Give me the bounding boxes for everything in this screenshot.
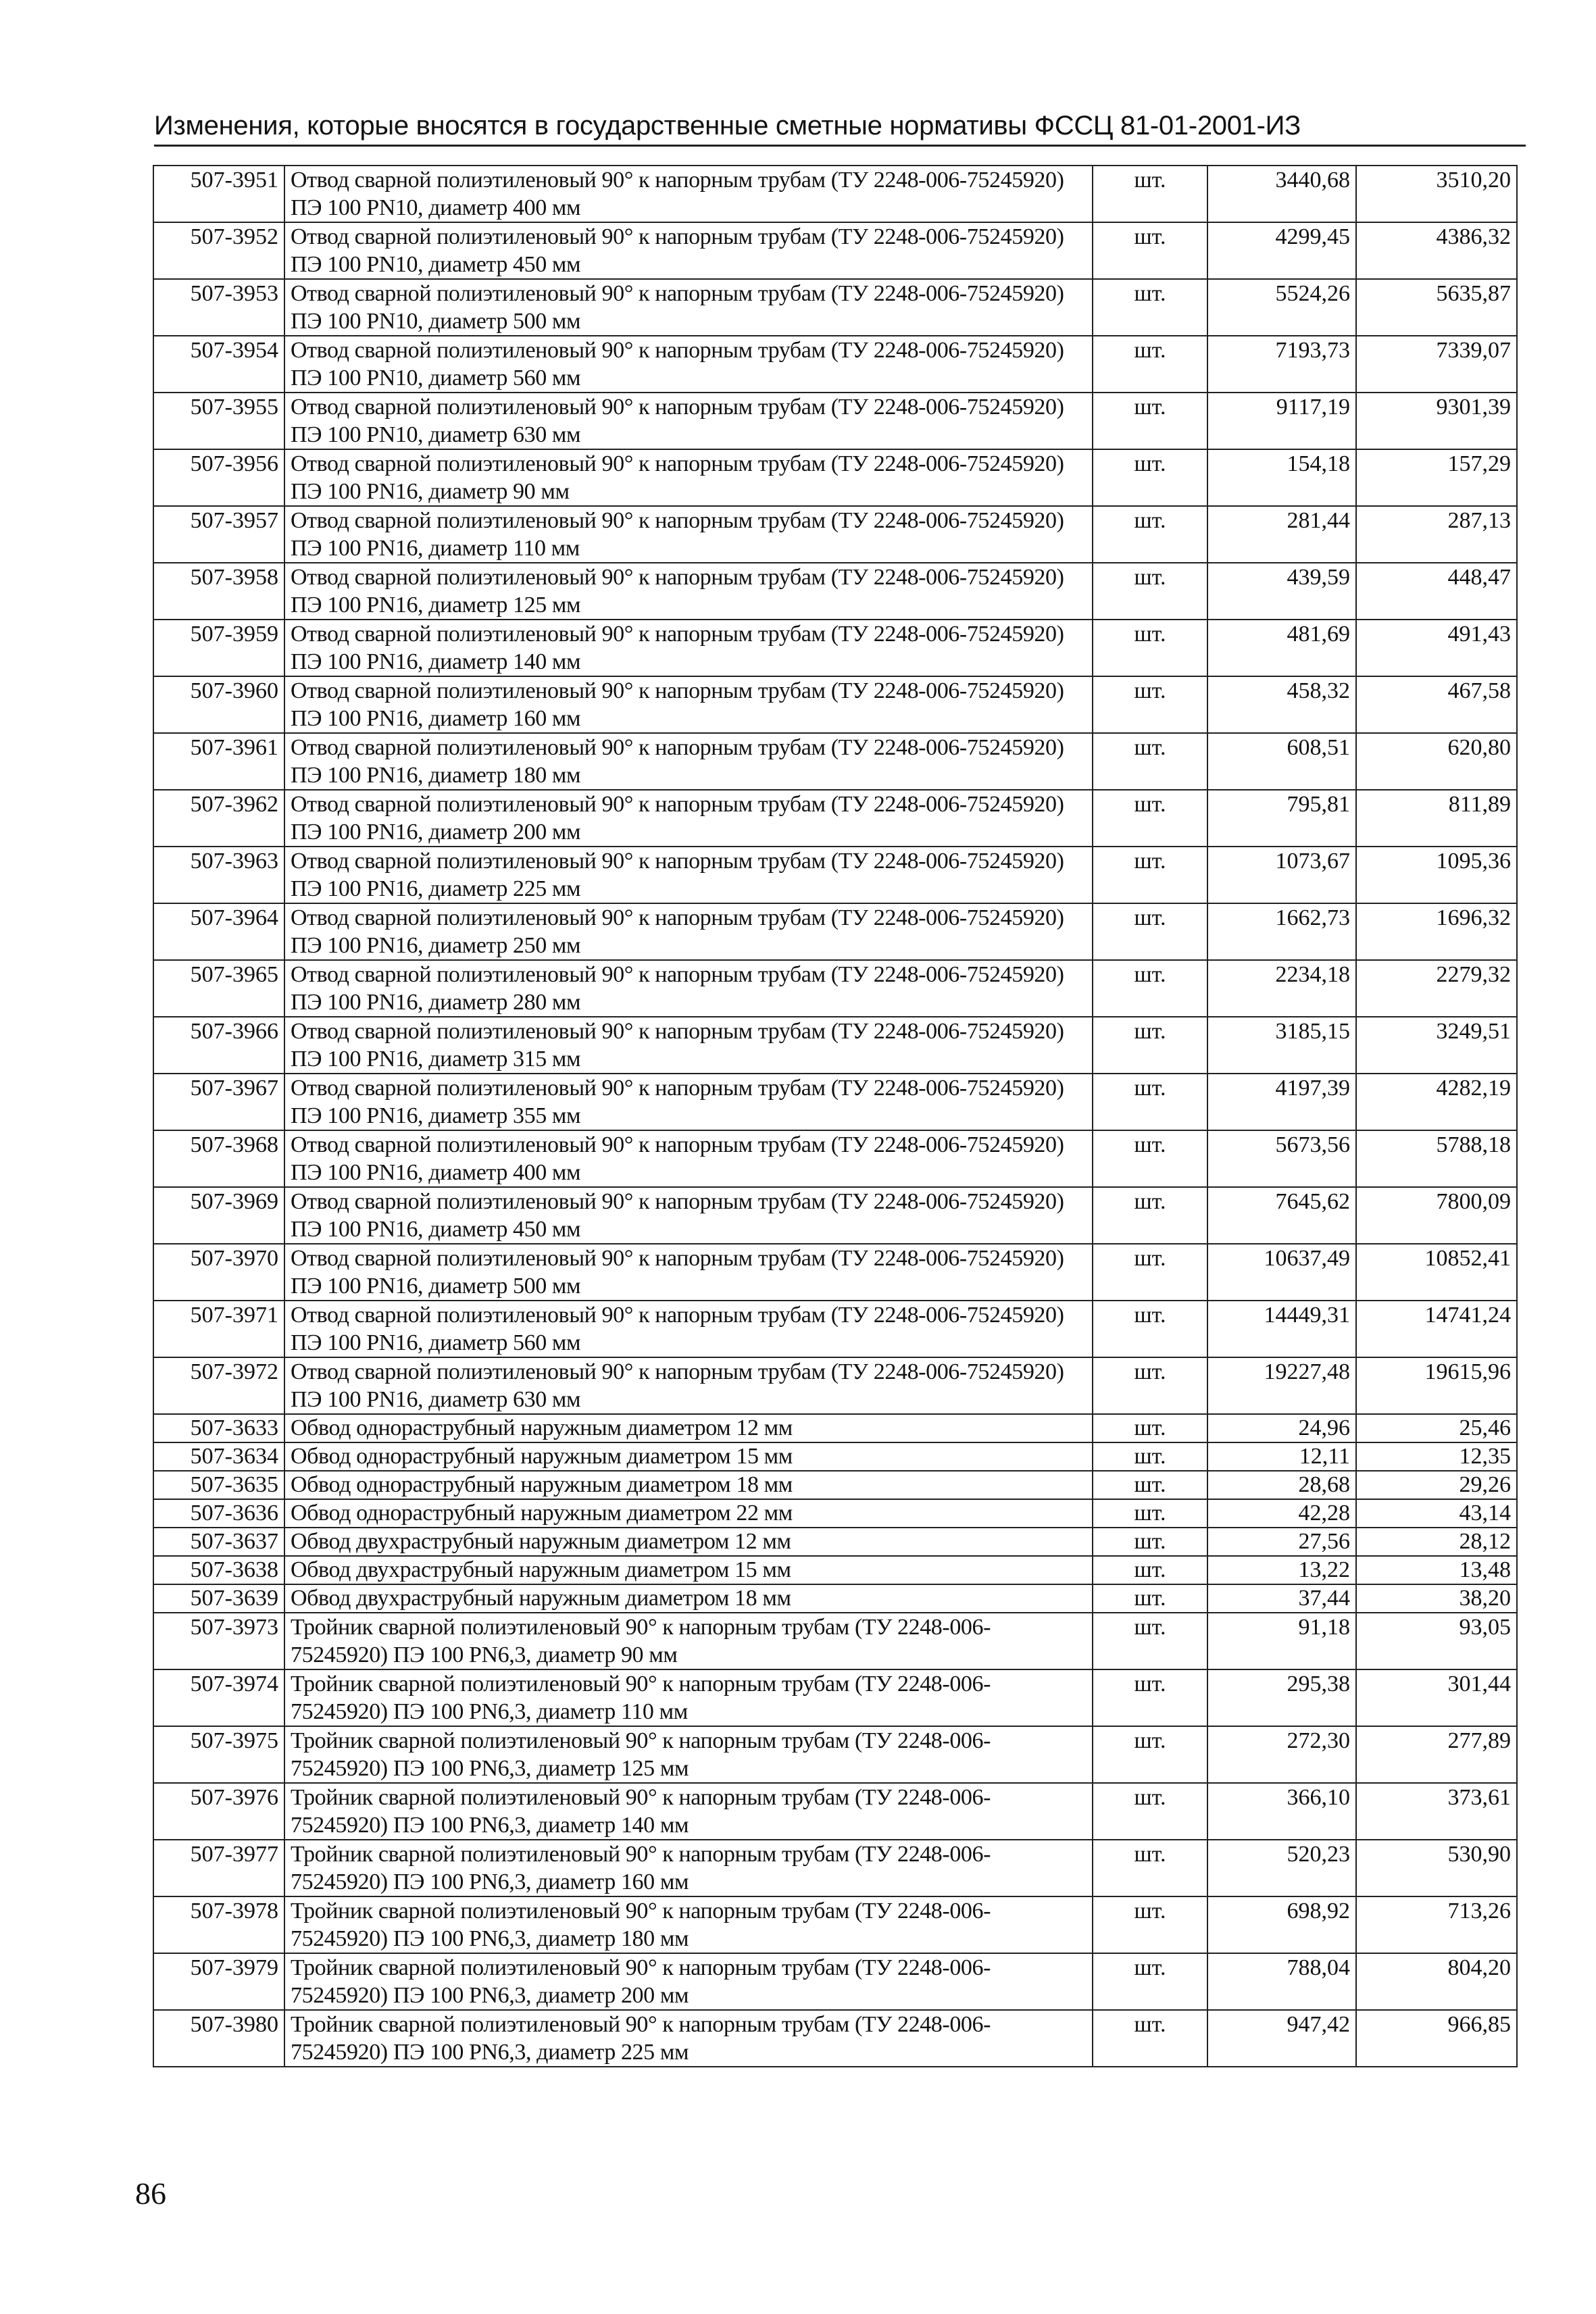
item-name-cell: Отвод сварной полиэтиленовый 90° к напорным трубам (ТУ 2248-006-75245920) ПЭ 100 PN16, диаметр 110 мм [284,506,1093,563]
price-new-cell: 1696,32 [1356,903,1517,960]
price-new-cell: 25,46 [1356,1414,1517,1442]
item-code-cell: 507-3634 [153,1442,284,1471]
unit-cell: шт. [1093,1613,1207,1669]
unit-cell: шт. [1093,393,1207,449]
price-new-cell: 373,61 [1356,1783,1517,1840]
unit-cell: шт. [1093,2010,1207,2067]
price-old-cell: 608,51 [1207,733,1356,790]
item-code-cell: 507-3975 [153,1726,284,1783]
unit-cell: шт. [1093,1471,1207,1499]
item-code-cell: 507-3966 [153,1017,284,1074]
item-name-cell: Отвод сварной полиэтиленовый 90° к напорным трубам (ТУ 2248-006-75245920) ПЭ 100 PN16, диаметр 140 мм [284,620,1093,676]
price-old-cell: 481,69 [1207,620,1356,676]
table-row [153,449,1517,506]
price-old-cell: 788,04 [1207,1953,1356,2010]
item-name-cell: Тройник сварной полиэтиленовый 90° к напорным трубам (ТУ 2248-006-75245920) ПЭ 100 PN6,3, диаметр 140 мм [284,1783,1093,1840]
item-name-cell: Обвод двухраструбный наружным диаметром 18 мм [284,1584,1093,1613]
price-old-cell: 13,22 [1207,1556,1356,1584]
item-code-cell: 507-3973 [153,1613,284,1669]
item-code-cell: 507-3639 [153,1584,284,1613]
price-old-cell: 439,59 [1207,563,1356,620]
item-name-cell: Обвод однораструбный наружным диаметром 22 мм [284,1499,1093,1528]
price-old-cell: 9117,19 [1207,393,1356,449]
table-row [153,1442,1517,1471]
table-row [153,960,1517,1017]
price-old-cell: 28,68 [1207,1471,1356,1499]
table-row [153,1414,1517,1442]
unit-cell: шт. [1093,1074,1207,1130]
item-name-cell: Отвод сварной полиэтиленовый 90° к напорным трубам (ТУ 2248-006-75245920) ПЭ 100 PN16, диаметр 315 мм [284,1017,1093,1074]
price-new-cell: 3510,20 [1356,166,1517,222]
table-row [153,506,1517,563]
table-row [153,1499,1517,1528]
unit-cell: шт. [1093,1357,1207,1414]
table-row [153,1669,1517,1726]
unit-cell: шт. [1093,1130,1207,1187]
price-old-cell: 42,28 [1207,1499,1356,1528]
item-code-cell: 507-3963 [153,847,284,903]
unit-cell: шт. [1093,847,1207,903]
price-old-cell: 27,56 [1207,1528,1356,1556]
price-old-cell: 520,23 [1207,1840,1356,1896]
item-code-cell: 507-3956 [153,449,284,506]
price-new-cell: 157,29 [1356,449,1517,506]
price-old-cell: 91,18 [1207,1613,1356,1669]
unit-cell: шт. [1093,1017,1207,1074]
price-old-cell: 24,96 [1207,1414,1356,1442]
item-name-cell: Отвод сварной полиэтиленовый 90° к напорным трубам (ТУ 2248-006-75245920) ПЭ 100 PN16, диаметр 500 мм [284,1244,1093,1301]
item-code-cell: 507-3972 [153,1357,284,1414]
price-new-cell: 301,44 [1356,1669,1517,1726]
price-old-cell: 295,38 [1207,1669,1356,1726]
item-name-cell: Отвод сварной полиэтиленовый 90° к напорным трубам (ТУ 2248-006-75245920) ПЭ 100 PN16, диаметр 160 мм [284,676,1093,733]
item-name-cell: Тройник сварной полиэтиленовый 90° к напорным трубам (ТУ 2248-006-75245920) ПЭ 100 PN6,3, диаметр 160 мм [284,1840,1093,1896]
price-new-cell: 5788,18 [1356,1130,1517,1187]
price-new-cell: 9301,39 [1356,393,1517,449]
price-old-cell: 4197,39 [1207,1074,1356,1130]
item-name-cell: Отвод сварной полиэтиленовый 90° к напорным трубам (ТУ 2248-006-75245920) ПЭ 100 PN10, диаметр 630 мм [284,393,1093,449]
item-code-cell: 507-3967 [153,1074,284,1130]
unit-cell: шт. [1093,1556,1207,1584]
price-old-cell: 795,81 [1207,790,1356,847]
item-code-cell: 507-3974 [153,1669,284,1726]
item-name-cell: Отвод сварной полиэтиленовый 90° к напорным трубам (ТУ 2248-006-75245920) ПЭ 100 PN16, диаметр 450 мм [284,1187,1093,1244]
price-new-cell: 93,05 [1356,1613,1517,1669]
unit-cell: шт. [1093,279,1207,336]
price-old-cell: 272,30 [1207,1726,1356,1783]
price-new-cell: 19615,96 [1356,1357,1517,1414]
item-code-cell: 507-3980 [153,2010,284,2067]
item-code-cell: 507-3968 [153,1130,284,1187]
item-name-cell: Обвод двухраструбный наружным диаметром 15 мм [284,1556,1093,1584]
page-header: Изменения, которые вносятся в государственные сметные нормативы ФССЦ 81-01-2001-ИЗ [154,111,1301,141]
unit-cell: шт. [1093,1301,1207,1357]
price-new-cell: 3249,51 [1356,1017,1517,1074]
price-new-cell: 277,89 [1356,1726,1517,1783]
item-name-cell: Обвод однораструбный наружным диаметром 12 мм [284,1414,1093,1442]
item-name-cell: Отвод сварной полиэтиленовый 90° к напорным трубам (ТУ 2248-006-75245920) ПЭ 100 PN16, диаметр 400 мм [284,1130,1093,1187]
unit-cell: шт. [1093,506,1207,563]
price-old-cell: 14449,31 [1207,1301,1356,1357]
price-old-cell: 12,11 [1207,1442,1356,1471]
unit-cell: шт. [1093,336,1207,393]
price-old-cell: 19227,48 [1207,1357,1356,1414]
price-new-cell: 14741,24 [1356,1301,1517,1357]
table-row [153,1074,1517,1130]
price-new-cell: 804,20 [1356,1953,1517,2010]
price-old-cell: 10637,49 [1207,1244,1356,1301]
item-code-cell: 507-3976 [153,1783,284,1840]
item-name-cell: Тройник сварной полиэтиленовый 90° к напорным трубам (ТУ 2248-006-75245920) ПЭ 100 PN6,3, диаметр 200 мм [284,1953,1093,2010]
item-name-cell: Тройник сварной полиэтиленовый 90° к напорным трубам (ТУ 2248-006-75245920) ПЭ 100 PN6,3, диаметр 180 мм [284,1896,1093,1953]
item-code-cell: 507-3636 [153,1499,284,1528]
unit-cell: шт. [1093,449,1207,506]
item-code-cell: 507-3637 [153,1528,284,1556]
item-name-cell: Отвод сварной полиэтиленовый 90° к напорным трубам (ТУ 2248-006-75245920) ПЭ 100 PN10, диаметр 500 мм [284,279,1093,336]
price-old-cell: 7193,73 [1207,336,1356,393]
table-row [153,1357,1517,1414]
item-code-cell: 507-3971 [153,1301,284,1357]
price-new-cell: 2279,32 [1356,960,1517,1017]
item-code-cell: 507-3969 [153,1187,284,1244]
table-row [153,1187,1517,1244]
table-row [153,336,1517,393]
item-code-cell: 507-3964 [153,903,284,960]
item-name-cell: Отвод сварной полиэтиленовый 90° к напорным трубам (ТУ 2248-006-75245920) ПЭ 100 PN16, диаметр 125 мм [284,563,1093,620]
unit-cell: шт. [1093,1442,1207,1471]
unit-cell: шт. [1093,1896,1207,1953]
item-code-cell: 507-3952 [153,222,284,279]
price-old-cell: 5524,26 [1207,279,1356,336]
price-new-cell: 5635,87 [1356,279,1517,336]
table-row [153,2010,1517,2067]
table-row [153,903,1517,960]
table-row [153,1896,1517,1953]
item-name-cell: Отвод сварной полиэтиленовый 90° к напорным трубам (ТУ 2248-006-75245920) ПЭ 100 PN16, диаметр 200 мм [284,790,1093,847]
table-row [153,166,1517,222]
item-code-cell: 507-3960 [153,676,284,733]
unit-cell: шт. [1093,1840,1207,1896]
price-new-cell: 4282,19 [1356,1074,1517,1130]
unit-cell: шт. [1093,1584,1207,1613]
table-row [153,1584,1517,1613]
table-row [153,1613,1517,1669]
item-code-cell: 507-3954 [153,336,284,393]
table-row [153,1953,1517,2010]
price-new-cell: 491,43 [1356,620,1517,676]
price-old-cell: 1662,73 [1207,903,1356,960]
unit-cell: шт. [1093,222,1207,279]
item-code-cell: 507-3638 [153,1556,284,1584]
table-row [153,1017,1517,1074]
item-name-cell: Обвод однораструбный наружным диаметром 18 мм [284,1471,1093,1499]
item-code-cell: 507-3978 [153,1896,284,1953]
table-row [153,733,1517,790]
table-row [153,563,1517,620]
price-old-cell: 154,18 [1207,449,1356,506]
unit-cell: шт. [1093,960,1207,1017]
price-new-cell: 448,47 [1356,563,1517,620]
price-new-cell: 530,90 [1356,1840,1517,1896]
item-name-cell: Обвод двухраструбный наружным диаметром 12 мм [284,1528,1093,1556]
table-row [153,279,1517,336]
price-new-cell: 10852,41 [1356,1244,1517,1301]
table-row [153,1840,1517,1896]
unit-cell: шт. [1093,676,1207,733]
unit-cell: шт. [1093,1244,1207,1301]
unit-cell: шт. [1093,563,1207,620]
unit-cell: шт. [1093,1187,1207,1244]
table-row [153,620,1517,676]
item-name-cell: Отвод сварной полиэтиленовый 90° к напорным трубам (ТУ 2248-006-75245920) ПЭ 100 PN16, диаметр 280 мм [284,960,1093,1017]
header-divider [154,145,1526,147]
unit-cell: шт. [1093,1953,1207,2010]
price-old-cell: 698,92 [1207,1896,1356,1953]
item-code-cell: 507-3959 [153,620,284,676]
price-new-cell: 467,58 [1356,676,1517,733]
price-new-cell: 38,20 [1356,1584,1517,1613]
item-code-cell: 507-3977 [153,1840,284,1896]
table-row [153,1244,1517,1301]
item-name-cell: Отвод сварной полиэтиленовый 90° к напорным трубам (ТУ 2248-006-75245920) ПЭ 100 PN16, диаметр 250 мм [284,903,1093,960]
item-name-cell: Отвод сварной полиэтиленовый 90° к напорным трубам (ТУ 2248-006-75245920) ПЭ 100 PN10, диаметр 560 мм [284,336,1093,393]
unit-cell: шт. [1093,1726,1207,1783]
table-row [153,1301,1517,1357]
price-new-cell: 966,85 [1356,2010,1517,2067]
price-new-cell: 13,48 [1356,1556,1517,1584]
unit-cell: шт. [1093,1669,1207,1726]
price-table-body [153,166,1517,2067]
item-name-cell: Тройник сварной полиэтиленовый 90° к напорным трубам (ТУ 2248-006-75245920) ПЭ 100 PN6,3, диаметр 110 мм [284,1669,1093,1726]
price-old-cell: 3440,68 [1207,166,1356,222]
price-new-cell: 1095,36 [1356,847,1517,903]
price-new-cell: 7339,07 [1356,336,1517,393]
table-row [153,676,1517,733]
item-code-cell: 507-3962 [153,790,284,847]
price-new-cell: 28,12 [1356,1528,1517,1556]
item-code-cell: 507-3955 [153,393,284,449]
item-name-cell: Тройник сварной полиэтиленовый 90° к напорным трубам (ТУ 2248-006-75245920) ПЭ 100 PN6,3, диаметр 90 мм [284,1613,1093,1669]
item-code-cell: 507-3633 [153,1414,284,1442]
item-code-cell: 507-3970 [153,1244,284,1301]
price-old-cell: 4299,45 [1207,222,1356,279]
unit-cell: шт. [1093,733,1207,790]
price-new-cell: 43,14 [1356,1499,1517,1528]
price-old-cell: 37,44 [1207,1584,1356,1613]
item-name-cell: Тройник сварной полиэтиленовый 90° к напорным трубам (ТУ 2248-006-75245920) ПЭ 100 PN6,3, диаметр 225 мм [284,2010,1093,2067]
price-old-cell: 2234,18 [1207,960,1356,1017]
unit-cell: шт. [1093,1783,1207,1840]
price-old-cell: 366,10 [1207,1783,1356,1840]
item-code-cell: 507-3635 [153,1471,284,1499]
item-name-cell: Обвод однораструбный наружным диаметром 15 мм [284,1442,1093,1471]
price-old-cell: 5673,56 [1207,1130,1356,1187]
price-new-cell: 12,35 [1356,1442,1517,1471]
price-old-cell: 3185,15 [1207,1017,1356,1074]
unit-cell: шт. [1093,790,1207,847]
table-row [153,393,1517,449]
price-old-cell: 1073,67 [1207,847,1356,903]
price-new-cell: 713,26 [1356,1896,1517,1953]
item-name-cell: Отвод сварной полиэтиленовый 90° к напорным трубам (ТУ 2248-006-75245920) ПЭ 100 PN16, диаметр 355 мм [284,1074,1093,1130]
unit-cell: шт. [1093,1414,1207,1442]
price-old-cell: 458,32 [1207,676,1356,733]
item-name-cell: Отвод сварной полиэтиленовый 90° к напорным трубам (ТУ 2248-006-75245920) ПЭ 100 PN16, диаметр 90 мм [284,449,1093,506]
item-code-cell: 507-3979 [153,1953,284,2010]
table-row [153,1726,1517,1783]
table-row [153,1556,1517,1584]
unit-cell: шт. [1093,1528,1207,1556]
item-code-cell: 507-3951 [153,166,284,222]
unit-cell: шт. [1093,1499,1207,1528]
price-new-cell: 29,26 [1356,1471,1517,1499]
table-row [153,1528,1517,1556]
item-name-cell: Тройник сварной полиэтиленовый 90° к напорным трубам (ТУ 2248-006-75245920) ПЭ 100 PN6,3, диаметр 125 мм [284,1726,1093,1783]
item-code-cell: 507-3953 [153,279,284,336]
unit-cell: шт. [1093,903,1207,960]
price-new-cell: 287,13 [1356,506,1517,563]
price-new-cell: 811,89 [1356,790,1517,847]
price-old-cell: 281,44 [1207,506,1356,563]
price-new-cell: 620,80 [1356,733,1517,790]
table-row [153,1783,1517,1840]
item-name-cell: Отвод сварной полиэтиленовый 90° к напорным трубам (ТУ 2248-006-75245920) ПЭ 100 PN10, диаметр 450 мм [284,222,1093,279]
item-name-cell: Отвод сварной полиэтиленовый 90° к напорным трубам (ТУ 2248-006-75245920) ПЭ 100 PN16, диаметр 180 мм [284,733,1093,790]
price-table [153,165,1518,2067]
item-code-cell: 507-3965 [153,960,284,1017]
price-new-cell: 4386,32 [1356,222,1517,279]
table-row [153,222,1517,279]
item-code-cell: 507-3957 [153,506,284,563]
unit-cell: шт. [1093,620,1207,676]
item-code-cell: 507-3961 [153,733,284,790]
price-old-cell: 947,42 [1207,2010,1356,2067]
price-new-cell: 7800,09 [1356,1187,1517,1244]
table-row [153,790,1517,847]
item-name-cell: Отвод сварной полиэтиленовый 90° к напорным трубам (ТУ 2248-006-75245920) ПЭ 100 PN16, диаметр 225 мм [284,847,1093,903]
table-row [153,847,1517,903]
table-row [153,1130,1517,1187]
item-name-cell: Отвод сварной полиэтиленовый 90° к напорным трубам (ТУ 2248-006-75245920) ПЭ 100 PN16, диаметр 560 мм [284,1301,1093,1357]
table-row [153,1471,1517,1499]
item-name-cell: Отвод сварной полиэтиленовый 90° к напорным трубам (ТУ 2248-006-75245920) ПЭ 100 PN10, диаметр 400 мм [284,166,1093,222]
price-old-cell: 7645,62 [1207,1187,1356,1244]
page-number: 86 [135,2176,166,2211]
item-name-cell: Отвод сварной полиэтиленовый 90° к напорным трубам (ТУ 2248-006-75245920) ПЭ 100 PN16, диаметр 630 мм [284,1357,1093,1414]
item-code-cell: 507-3958 [153,563,284,620]
unit-cell: шт. [1093,166,1207,222]
